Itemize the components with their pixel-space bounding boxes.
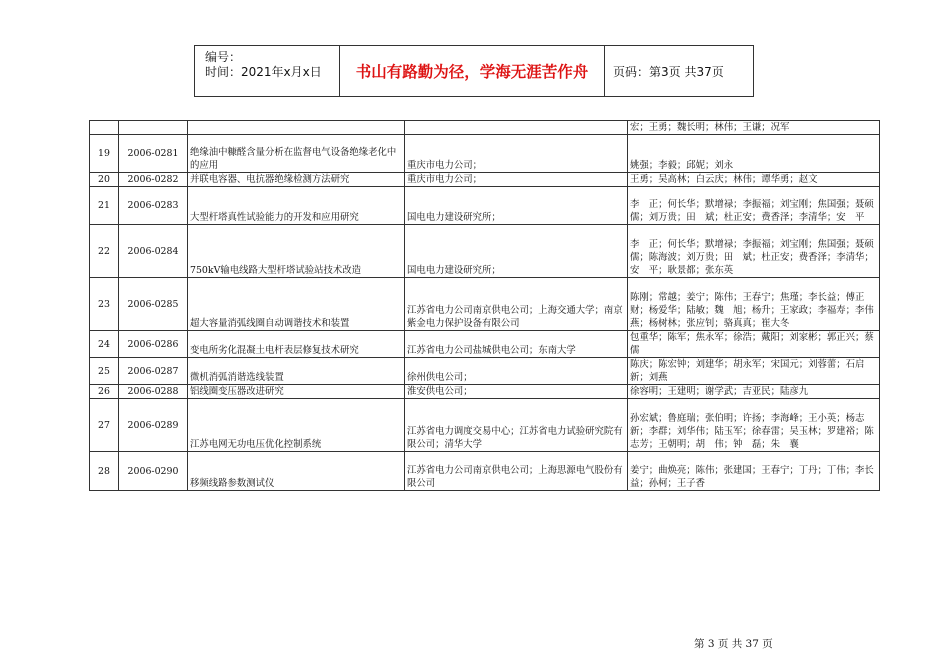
organization-cell: 重庆市电力公司； (405, 173, 628, 187)
time-label: 时间：2021年x月x日 (205, 65, 322, 79)
organization-cell: 江苏省电力公司南京供电公司；上海交通大学；南京紫金电力保护设备有限公司 (405, 278, 628, 331)
table-row (90, 187, 880, 225)
organization-cell: 江苏省电力公司盐城供电公司；东南大学 (405, 331, 628, 358)
project-title-cell: 大型杆塔真性试验能力的开发和应用研究 (188, 187, 405, 225)
project-title-cell: 绝缘油中糠醛含量分析在监督电气设备绝缘老化中的应用 (188, 135, 405, 173)
project-id-cell: 2006-0281 (119, 135, 188, 173)
project-id-cell: 2006-0289 (119, 399, 188, 452)
project-table (89, 120, 880, 491)
participants-cell: 王勇；吴高林；白云庆；林伟；谭华勇；赵文 (628, 173, 880, 187)
table-row (90, 278, 880, 331)
table-row (90, 225, 880, 278)
table-row (90, 358, 880, 385)
row-number-cell: 20 (90, 173, 119, 187)
participants-cell: 徐容明；王建明；谢学武；吉亚民；陆彦九 (628, 385, 880, 399)
project-id-cell: 2006-0287 (119, 358, 188, 385)
table-row (90, 121, 880, 135)
row-number-cell: 21 (90, 187, 119, 225)
page-footer: 第 3 页 共 37 页 (694, 638, 773, 650)
organization-cell: 淮安供电公司； (405, 385, 628, 399)
project-id-cell: 2006-0282 (119, 173, 188, 187)
row-number-cell: 23 (90, 278, 119, 331)
participants-cell: 陈刚；常越；姜宁；陈伟；王春宁；焦瑾；李长益；傅正财；杨爱华；陆敏；魏 旭；杨升；王家政；李福寿；李伟燕；杨树林；张应钊；骆真真；崔大冬 (628, 278, 880, 331)
row-number-cell: 26 (90, 385, 119, 399)
project-title-cell: 移频线路参数测试仪 (188, 452, 405, 491)
organization-cell (405, 121, 628, 135)
participants-cell: 姜宁；曲焕亮；陈伟；张建国；王春宁；丁丹；丁伟；李长益；孙柯；王子香 (628, 452, 880, 491)
project-id-cell: 2006-0285 (119, 278, 188, 331)
participants-cell: 孙宏斌；鲁庭瑞；张伯明；许扬；李海峰；王小英；杨志新；李群；刘华伟；陆玉军；徐春雷；吴玉林；罗建裕；陈志芳；王朝明；胡 伟；钟 磊；朱 襄 (628, 399, 880, 452)
participants-cell: 李 正；何长华；默增禄；李振福；刘宝刚；焦国强；聂硕儒；刘万贵；田 斌；杜正安；费香泽；李清华；安 平 (628, 187, 880, 225)
organization-cell: 徐州供电公司； (405, 358, 628, 385)
project-id-cell: 2006-0283 (119, 187, 188, 225)
row-number-cell (90, 121, 119, 135)
participants-cell: 陈庆；陈宏钟；刘建华；胡永军；宋国元；刘蓉蕾；石启新；刘燕 (628, 358, 880, 385)
project-title-cell: 750kV输电线路大型杆塔试验站技术改造 (188, 225, 405, 278)
table-row (90, 399, 880, 452)
organization-cell: 江苏省电力公司南京供电公司；上海思源电气股份有限公司 (405, 452, 628, 491)
row-number-cell: 19 (90, 135, 119, 173)
row-number-cell: 27 (90, 399, 119, 452)
project-id-cell: 2006-0286 (119, 331, 188, 358)
header-motto: 书山有路勤为径，学海无涯苦作舟 (340, 46, 605, 96)
project-id-cell: 2006-0284 (119, 225, 188, 278)
row-number-cell: 28 (90, 452, 119, 491)
table-row (90, 385, 880, 399)
code-label: 编号： (205, 50, 242, 64)
table-row (90, 173, 880, 187)
row-number-cell: 24 (90, 331, 119, 358)
project-id-cell: 2006-0290 (119, 452, 188, 491)
table-row (90, 452, 880, 491)
organization-cell: 江苏省电力调度交易中心；江苏省电力试验研究院有限公司；清华大学 (405, 399, 628, 452)
row-number-cell: 25 (90, 358, 119, 385)
header-meta (195, 46, 340, 96)
row-number-cell: 22 (90, 225, 119, 278)
project-table-body (90, 121, 880, 491)
participants-cell: 姚强；李毅；邱妮；刘永 (628, 135, 880, 173)
project-id-cell (119, 121, 188, 135)
organization-cell: 国电电力建设研究所； (405, 225, 628, 278)
project-title-cell: 铝线圈变压器改进研究 (188, 385, 405, 399)
page-header (194, 45, 754, 97)
project-title-cell: 微机消弧消谐选线装置 (188, 358, 405, 385)
participants-cell: 李 正；何长华；默增禄；李振福；刘宝刚；焦国强；聂硕儒；陈海波；刘万贵；田 斌；杜正安；费香泽；李清华；安 平；耿景都；张东英 (628, 225, 880, 278)
project-id-cell: 2006-0288 (119, 385, 188, 399)
project-title-cell (188, 121, 405, 135)
project-title-cell: 超大容量消弧线圈自动调谐技术和装置 (188, 278, 405, 331)
organization-cell: 国电电力建设研究所； (405, 187, 628, 225)
header-page-label: 页码：第3页 共37页 (613, 64, 724, 79)
project-title-cell: 江苏电网无功电压优化控制系统 (188, 399, 405, 452)
organization-cell: 重庆市电力公司； (405, 135, 628, 173)
participants-cell: 包重华；陈军；焦永军；徐浩；戴阳；刘家彬；郭正兴；蔡儒 (628, 331, 880, 358)
project-title-cell: 并联电容器、电抗器绝缘检测方法研究 (188, 173, 405, 187)
table-row (90, 135, 880, 173)
participants-cell: 宏；王勇；魏长明；林伟；王谦；况军 (628, 121, 880, 135)
table-row (90, 331, 880, 358)
project-title-cell: 变电所劣化混凝土电杆表层修复技术研究 (188, 331, 405, 358)
